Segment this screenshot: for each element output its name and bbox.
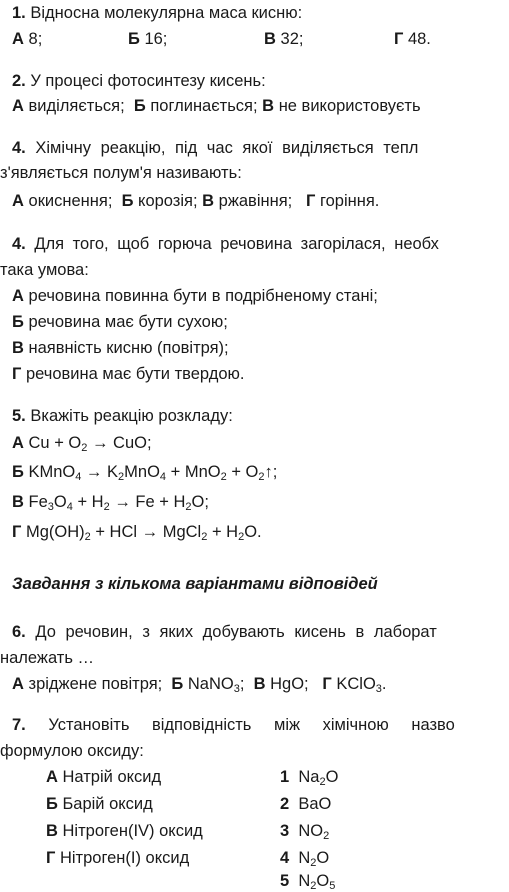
question-5: 5. Вкажіть реакцію розкладу: — [12, 407, 233, 425]
question-3-options: А окиснення; Б корозія; В ржавіння; Г горіння. — [12, 192, 380, 210]
question-text: Відносна молекулярна маса кисню: — [30, 4, 303, 22]
question-2-options: А виділяється; Б поглинається; В не використовуєть — [12, 97, 421, 115]
option-a: А $Cu + O_2$ → CuO; — [12, 434, 152, 454]
question-6-continuation: належать … — [0, 649, 94, 667]
question-7: 7. Установіть відповідність між хімічною назво — [12, 716, 455, 734]
question-3: 4. Хімічну реакцію, під час якої виділяється тепл — [12, 139, 419, 157]
option-c: В 32; — [264, 30, 304, 48]
match-left-d: Г Нітроген(I) оксид — [46, 849, 190, 867]
question-number: 1. — [12, 4, 26, 22]
question-3-continuation: з'являється полум'я називають: — [0, 164, 242, 182]
option-d: Г речовина має бути твердою. — [12, 365, 245, 383]
question-1 — [12, 5, 302, 22]
option-a: А 8; — [12, 30, 43, 48]
option-d: Г $Mg(OH)_2$ + HCl → MgCl$_2$ + $H_2O$. — [12, 523, 262, 543]
question-6: 6. До речовин, з яких добувають кисень в лаборат — [12, 623, 437, 641]
match-left-a: А Натрій оксид — [46, 768, 162, 786]
match-right-2: 2 BaO — [280, 795, 332, 813]
match-right-5: 5 $N_2O_5$ — [280, 872, 336, 892]
option-c: В наявність кисню (повітря); — [12, 339, 229, 357]
match-right-3: 3 $NO_2$ — [280, 822, 330, 842]
match-right-4: 4 $N_2O$ — [280, 849, 330, 869]
option-d: Г 48. — [394, 30, 431, 48]
match-left-b: Б Барій оксид — [46, 795, 153, 813]
match-left-c: В Нітроген(IV) оксид — [46, 822, 203, 840]
question-2: 2. У процесі фотосинтезу кисень: — [12, 72, 266, 90]
option-b: Б 16; — [128, 30, 168, 48]
option-c: В $Fe_3O_4 + H_2 \to Fe + H_2O$; — [12, 493, 209, 513]
option-a: А речовина повинна бути в подрібненому стані; — [12, 287, 378, 305]
option-b: Б речовина має бути сухою; — [12, 313, 228, 331]
option-b: Б KMnO$_4$ → $K_2MnO_4 + MnO_2$ + $O_2↑$; — [12, 463, 278, 483]
question-4-continuation: така умова: — [0, 261, 89, 279]
question-6-options: А зріджене повітря; Б NaNO$_3$; В HgO; Г KClO$_3$. — [12, 675, 387, 695]
section-heading: Завдання з кількома варіантами відповідей — [12, 575, 378, 593]
match-right-1: 1 $Na_2O$ — [280, 768, 339, 788]
question-4: 4. Для того, щоб горюча речовина загорілася, необх — [12, 235, 439, 253]
question-7-continuation: формулою оксиду: — [0, 742, 144, 760]
